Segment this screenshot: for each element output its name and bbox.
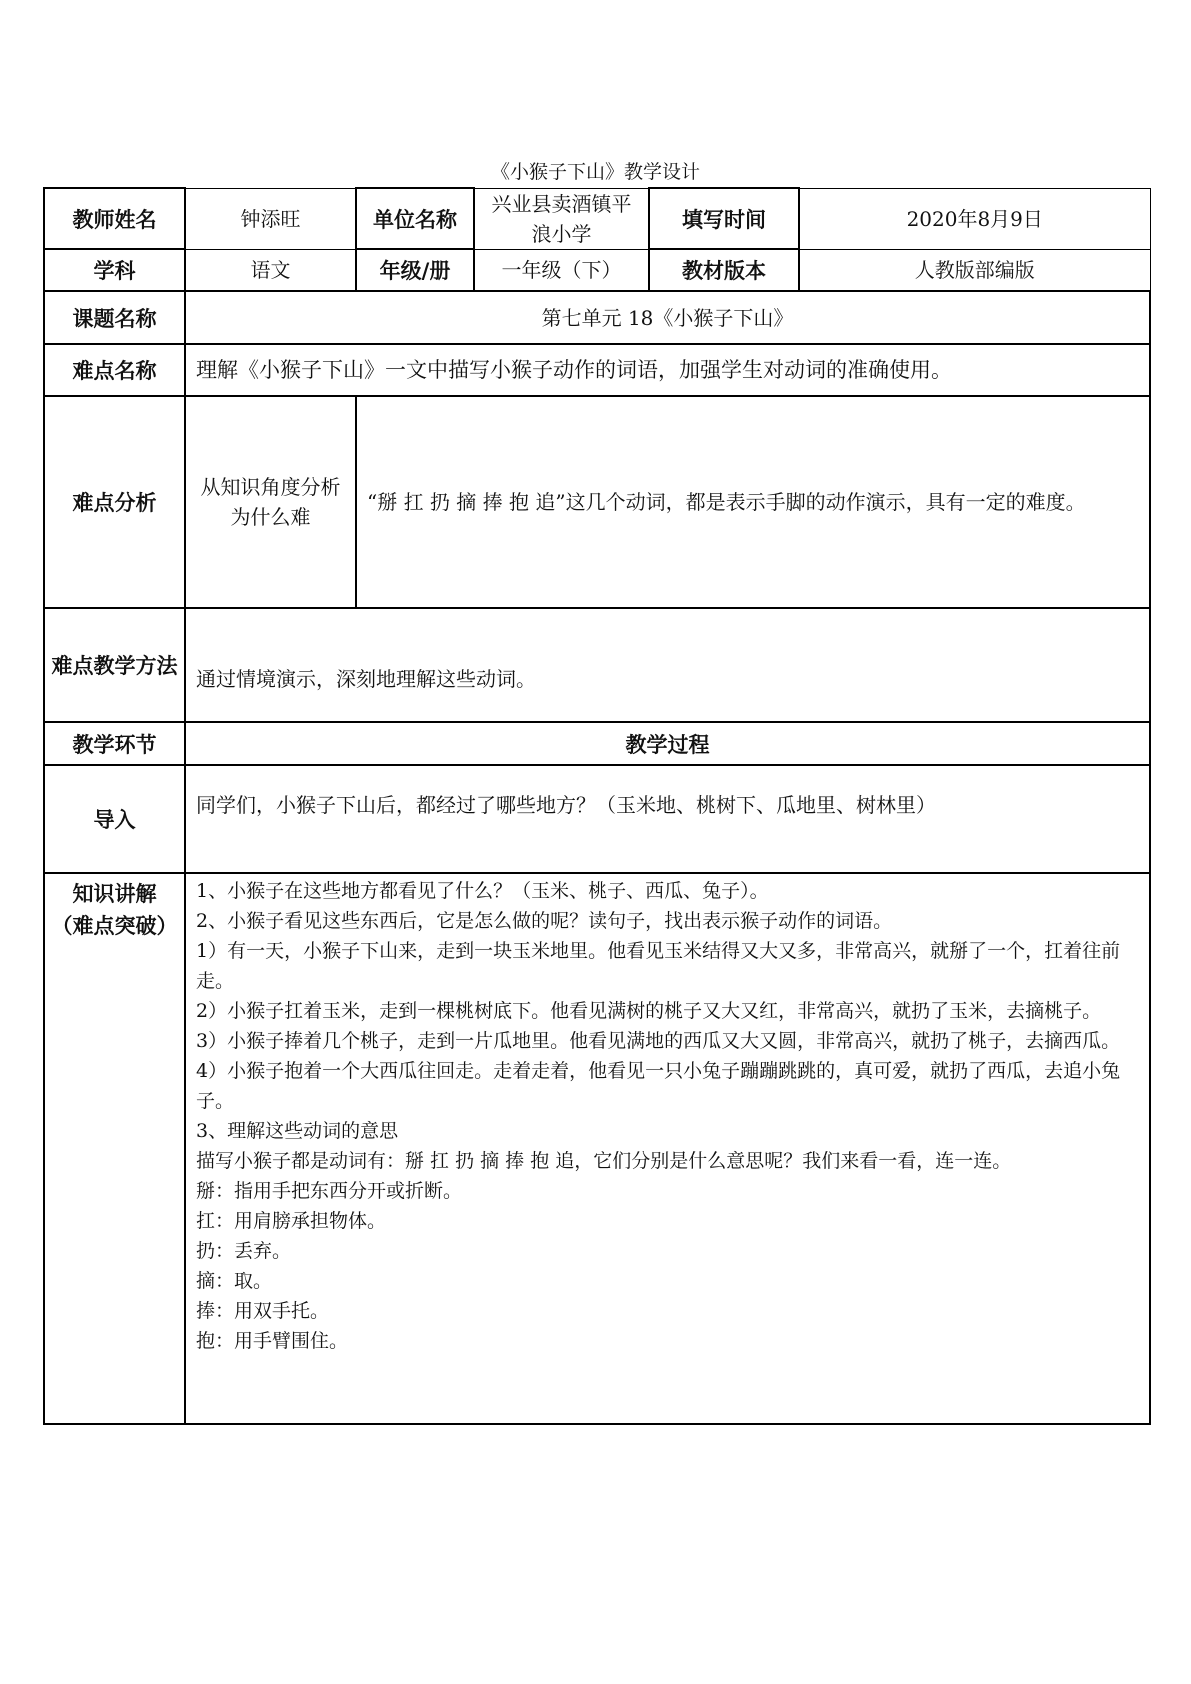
- difficulty-label: 难点名称: [44, 344, 185, 396]
- process-header-label: 教学过程: [185, 722, 1150, 765]
- teacher-name-label: 教师姓名: [44, 188, 185, 249]
- process-header-row: [44, 722, 1150, 765]
- subject-label: 学科: [44, 249, 185, 291]
- topic-row: [44, 291, 1150, 344]
- analysis-label: 难点分析: [44, 396, 185, 608]
- difficulty-row: [44, 344, 1150, 396]
- intro-row: [44, 765, 1150, 873]
- knowledge-label-line1: 知识讲解: [72, 882, 157, 906]
- stage-header-label: 教学环节: [44, 722, 185, 765]
- topic-label: 课题名称: [44, 291, 185, 344]
- knowledge-label-cell: [44, 873, 185, 1424]
- method-row: [44, 608, 1150, 722]
- method-value: 通过情境演示，深刻地理解这些动词。: [185, 608, 1150, 722]
- knowledge-row: [44, 873, 1150, 1424]
- knowledge-line: 抱：用手臂围住。: [196, 1330, 349, 1352]
- analysis-sub-label: 从知识角度分析为什么难: [185, 396, 356, 608]
- topic-value: 第七单元 18《小猴子下山》: [185, 291, 1150, 344]
- knowledge-line: 描写小猴子都是动词有：掰 扛 扔 摘 捧 抱 追，它们分别是什么意思呢？我们来看一看，连一连。: [196, 1150, 1012, 1172]
- subject-value: 语文: [185, 249, 356, 291]
- knowledge-line: 3）小猴子捧着几个桃子，走到一片瓜地里。他看见满地的西瓜又大又圆，非常高兴，就扔了桃子，去摘西瓜。: [196, 1030, 1121, 1052]
- knowledge-line: 1）有一天，小猴子下山来，走到一块玉米地里。他看见玉米结得又大又多，非常高兴，就掰了一个，扛着往前走。: [196, 940, 1121, 992]
- edition-value: 人教版部编版: [799, 249, 1150, 291]
- knowledge-line: 捧：用双手托。: [196, 1300, 330, 1322]
- info-row-2: [44, 249, 1150, 291]
- knowledge-line: 4）小猴子抱着一个大西瓜往回走。走着走着，他看见一只小兔子蹦蹦跳跳的，真可爱，就扔了西瓜，去追小兔子。: [196, 1060, 1121, 1112]
- edition-label: 教材版本: [649, 249, 799, 291]
- knowledge-line: 1、小猴子在这些地方都看见了什么？（玉米、桃子、西瓜、兔子）。: [196, 880, 769, 902]
- intro-value: 同学们，小猴子下山后，都经过了哪些地方？（玉米地、桃树下、瓜地里、树林里）: [185, 765, 1150, 873]
- grade-label: 年级/册: [356, 249, 474, 291]
- intro-label: 导入: [44, 765, 185, 873]
- knowledge-line: 2）小猴子扛着玉米，走到一棵桃树底下。他看见满树的桃子又大又红，非常高兴，就扔了玉米，去摘桃子。: [196, 1000, 1102, 1022]
- difficulty-value: 理解《小猴子下山》一文中描写小猴子动作的词语，加强学生对动词的准确使用。: [185, 344, 1150, 396]
- knowledge-content: [185, 873, 1150, 1424]
- method-label: 难点教学方法: [44, 608, 185, 722]
- analysis-row: [44, 396, 1150, 608]
- document-title: 《小猴子下山》教学设计: [490, 161, 700, 183]
- knowledge-line: 扛：用肩膀承担物体。: [196, 1210, 387, 1232]
- knowledge-label-line2: （难点突破）: [51, 914, 178, 938]
- knowledge-line: 掰：指用手把东西分开或折断。: [196, 1180, 463, 1202]
- fill-date-value: 2020年8月9日: [799, 188, 1150, 249]
- knowledge-line: 3、理解这些动词的意思: [196, 1120, 399, 1142]
- grade-value: 一年级（下）: [474, 249, 649, 291]
- teacher-name-value: 钟添旺: [185, 188, 356, 249]
- knowledge-line: 扔：丢弃。: [196, 1240, 292, 1262]
- fill-date-label: 填写时间: [649, 188, 799, 249]
- knowledge-line: 2、小猴子看见这些东西后，它是怎么做的呢？读句子，找出表示猴子动作的词语。: [196, 910, 893, 932]
- unit-name-value: 兴业县卖酒镇平浪小学: [474, 188, 649, 249]
- knowledge-line: 摘：取。: [196, 1270, 273, 1292]
- info-row-1: [44, 188, 1150, 249]
- unit-name-label: 单位名称: [356, 188, 474, 249]
- lesson-design-table: [43, 187, 1151, 1425]
- analysis-value: “掰 扛 扔 摘 捧 抱 追”这几个动词，都是表示手脚的动作演示，具有一定的难度。: [356, 396, 1150, 608]
